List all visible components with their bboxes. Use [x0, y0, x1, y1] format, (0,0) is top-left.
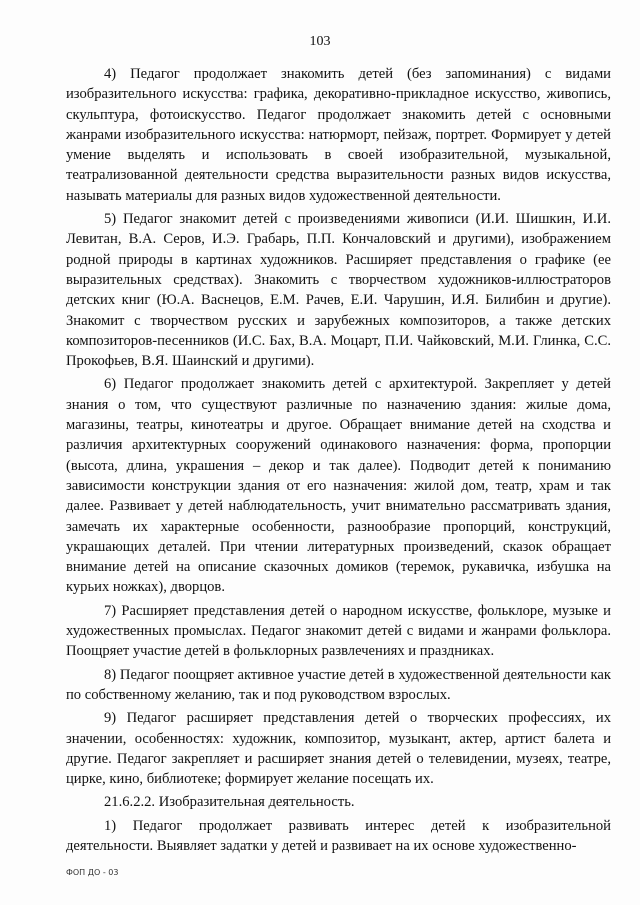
paragraph-6: 6) Педагог продолжает знакомить детей с архитектурой. Закрепляет у детей знания о том, что существуют различные по назначению здания: жилые дома, магазины, театры, кинотеатры и другое. Обращает внимание детей на сходства и различия архитектурных сооружений одинакового назначения: форма, пропорции (высота, длина, украшения – декор и так далее). Подводит детей к пониманию зависимости конструкции здания от его назначения: жилой дом, театр, храм и так далее. Развивает у детей наблюдательность, учит внимательно рассматривать здания, замечать их характерные особенности, разнообразие пропорций, конструкций, украшающих деталей. При чтении литературных произведений, сказок обращает внимание детей на описание сказочных домиков (теремок, рукавичка, избушка на курьих ножках), дворцов. [66, 376, 611, 596]
paragraph-7: 7) Расширяет представления детей о народном искусстве, фольклоре, музыке и художественных промыслах. Педагог знакомит детей с видами и жанрами фольклора. Поощряет участие детей в фольклорных развлечениях и праздниках. [66, 602, 611, 660]
page-content [66, 64, 611, 859]
page-footer: ФОП ДО - 03 [66, 868, 119, 877]
paragraph-8: 8) Педагог поощряет активное участие детей в художественной деятельности как по собственному желанию, так и под руководством взрослых. [66, 666, 611, 703]
paragraph-4: 4) Педагог продолжает знакомить детей (без запоминания) с видами изобразительного искусства: графика, декоративно-прикладное искусство, живопись, скульптура, фотоискусство. Педагог продолжает знакомить детей с основными жанрами изобразительного искусства: натюрморт, пейзаж, портрет. Формирует у детей умение выделять и использовать в своей изобразительной, музыкальной, театрализованной деятельности средства выразительности разных видов искусства, называть материалы для разных видов художественной деятельности. [66, 66, 611, 204]
paragraph-9: 9) Педагог расширяет представления детей о творческих профессиях, их значении, особенностях: художник, композитор, музыкант, актер, артист балета и другие. Педагог закрепляет и расширяет знания детей о телевидении, музеях, театре, цирке, кино, библиотеке; формирует желание посещать их. [66, 710, 611, 788]
paragraph-5: 5) Педагог знакомит детей с произведениями живописи (И.И. Шишкин, И.И. Левитан, В.А. Серов, И.Э. Грабарь, П.П. Кончаловский и другими), изображением родной природы в картинах художников. Расширяет представления о графике (ее выразительных средствах). Знакомить с творчеством художников-иллюстраторов детских книг (Ю.А. Васнецов, Е.М. Рачев, Е.И. Чарушин, И.Я. Билибин и другие). Знакомит с творчеством русских и зарубежных композиторов, а также детских композиторов-песенников (И.С. Бах, В.А. Моцарт, П.И. Чайковский, М.И. Глинка, С.С. Прокофьев, В.Я. Шаинский и другими). [66, 211, 611, 370]
section-heading: 21.6.2.2. Изобразительная деятельность. [104, 794, 355, 811]
paragraph-section-1: 1) Педагог продолжает развивать интерес детей к изобразительной деятельности. Выявляет задатки у детей и развивает на их основе художественно- [66, 817, 611, 854]
page-number: 103 [309, 34, 331, 49]
